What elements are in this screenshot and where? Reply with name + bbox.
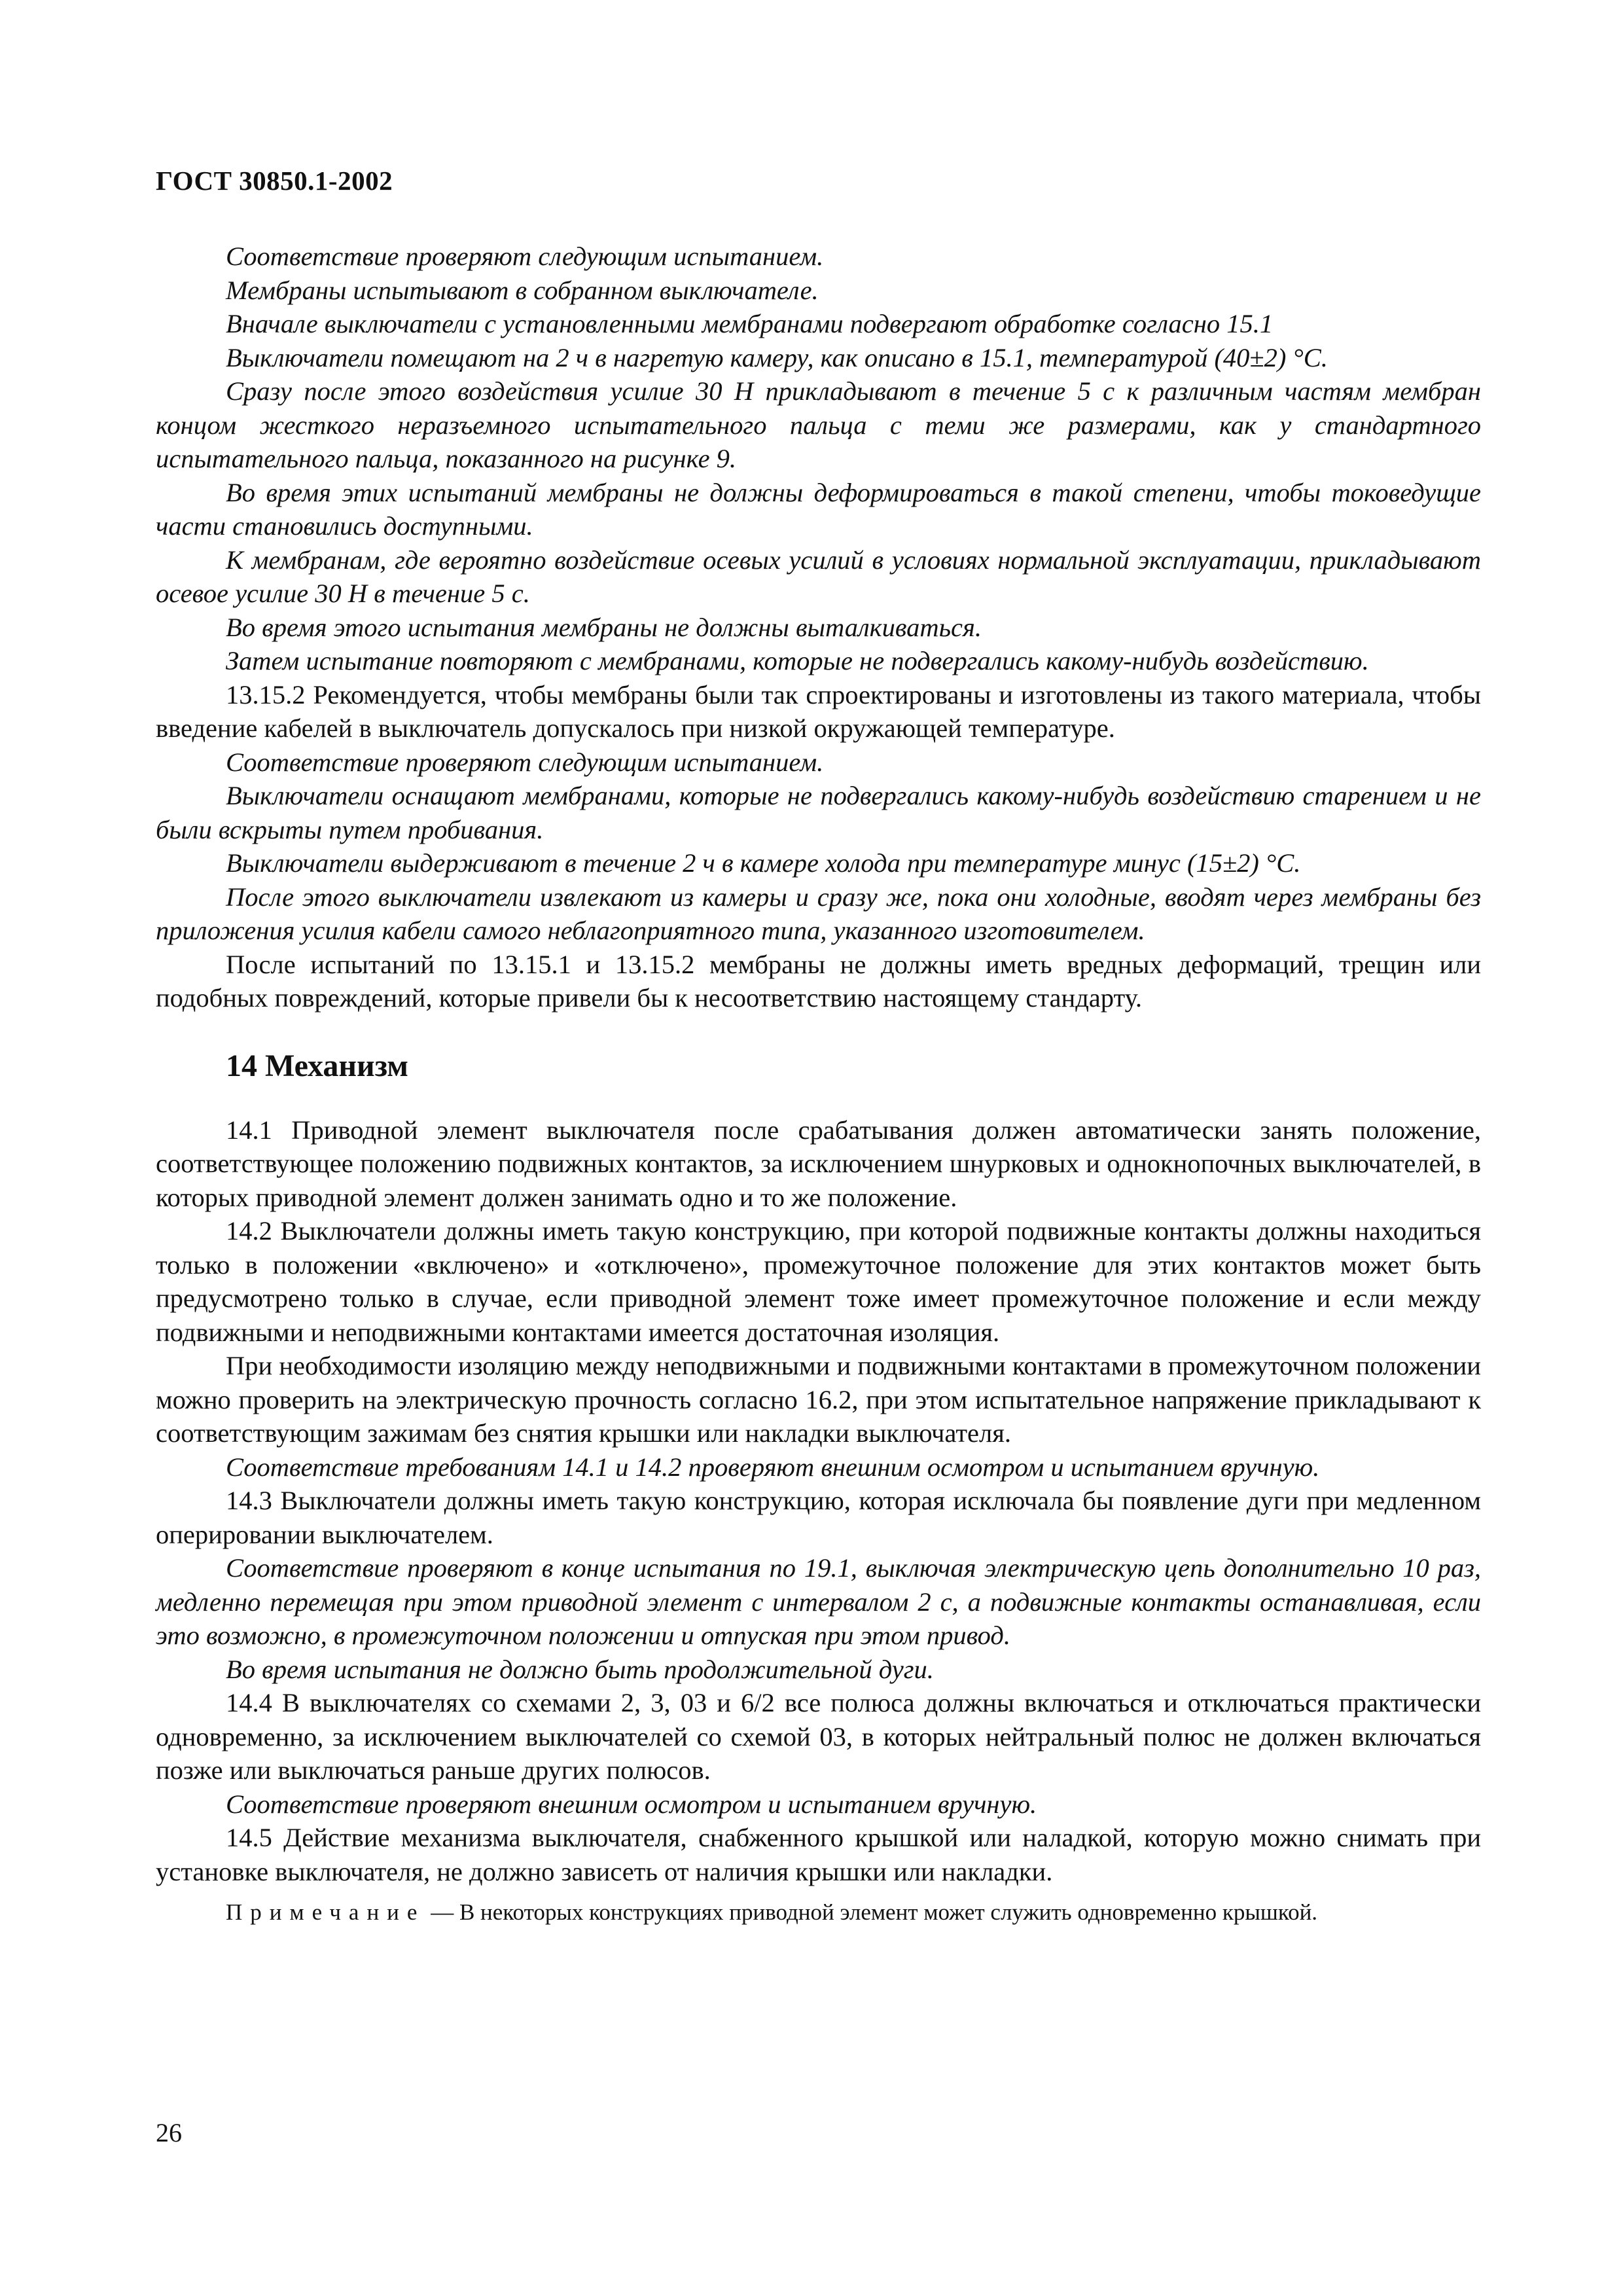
paragraph: При необходимости изоляцию между неподвижными и подвижными контактами в промежуточном положении можно проверить на электрическую прочность согласно 16.2, при этом испытательное напряжение прикладывают к соответствующим зажимам без снятия крышки или накладки выключателя.: [156, 1351, 1481, 1448]
paragraph: 14.1 Приводной элемент выключателя после срабатывания должен автоматически занять положение, соответствующее положению подвижных контактов, за исключением шнурковых и однокнопочных выключателей, в которых приводной элемент должен занимать одно и то же положение.: [156, 1115, 1481, 1212]
paragraph: Соответствие проверяют в конце испытания по 19.1, выключая электрическую цепь дополнительно 10 раз, медленно перемещая при этом приводной элемент с интервалом 2 с, а подвижные контакты останавливая, если это возможно, в промежуточном положении и отпуская при этом привод.: [156, 1553, 1481, 1650]
paragraph: Соответствие проверяют следующим испытанием.: [226, 747, 824, 777]
paragraph: Соответствие требованиям 14.1 и 14.2 проверяют внешним осмотром и испытанием вручную.: [226, 1452, 1320, 1482]
page-number: 26: [156, 2118, 182, 2147]
document-code-header: ГОСТ 30850.1-2002: [156, 166, 393, 196]
paragraph: 14.4 В выключателях со схемами 2, 3, 03 и 6/2 все полюса должны включаться и отключаться практически одновременно, за исключением выключателей со схемой 03, в которых нейтральный полюс не должен включаться позже или выключаться раньше других полюсов.: [156, 1688, 1481, 1785]
paragraph: 14.3 Выключатели должны иметь такую конструкцию, которая исключала бы появление дуги при медленном оперировании выключателем.: [156, 1486, 1481, 1549]
paragraph: Во время испытания не должно быть продолжительной дуги.: [226, 1654, 934, 1684]
paragraph: После испытаний по 13.15.1 и 13.15.2 мембраны не должны иметь вредных деформаций, трещин или подобных повреждений, которые привели бы к несоответствию настоящему стандарту.: [156, 949, 1481, 1013]
paragraph: К мембранам, где вероятно воздействие осевых усилий в условиях нормальной эксплуатации, прикладывают осевое усилие 30 Н в течение 5 с.: [156, 545, 1481, 608]
section-heading: 14 Механизм: [226, 1048, 408, 1083]
note-label: Примечание: [226, 1899, 425, 1925]
paragraph: Мембраны испытывают в собранном выключателе.: [226, 275, 819, 305]
paragraph: Во время этого испытания мембраны не должны выталкиваться.: [226, 612, 982, 642]
paragraph: Соответствие проверяют следующим испытанием.: [226, 242, 824, 271]
paragraph: Выключатели оснащают мембранами, которые не подвергались какому-нибудь воздействию старением и не были вскрыты путем пробивания.: [156, 781, 1481, 844]
paragraphs-after-section: [156, 1113, 1481, 1889]
paragraph: Затем испытание повторяют с мембранами, которые не подвергались какому-нибудь воздействию.: [226, 646, 1369, 675]
paragraph: Вначале выключатели с установленными мембранами подвергают обработке согласно 15.1: [226, 309, 1274, 338]
paragraph: Во время этих испытаний мембраны не должны деформироваться в такой степени, чтобы токоведущие части становились доступными.: [156, 477, 1481, 541]
paragraph: Соответствие проверяют внешним осмотром и испытанием вручную.: [226, 1789, 1037, 1819]
note-text: — В некоторых конструкциях приводной элемент может служить одновременно крышкой.: [425, 1899, 1318, 1925]
paragraph: Сразу после этого воздействия усилие 30 Н прикладывают в течение 5 с к различным частям мембран концом жесткого неразъемного испытательного пальца с теми же размерами, как у стандартного испытательного пальца, показанного на рисунке 9.: [156, 376, 1481, 473]
paragraph: Выключатели помещают на 2 ч в нагретую камеру, как описано в 15.1, температурой (40±2) °С.: [226, 342, 1328, 372]
paragraph: 14.5 Действие механизма выключателя, снабженного крышкой или наладкой, которую можно снимать при установке выключателя, не должно зависеть от наличия крышки или накладки.: [156, 1823, 1481, 1886]
paragraphs-before-section: [156, 240, 1481, 1015]
note-paragraph: [156, 1897, 1481, 1928]
paragraph: 13.15.2 Рекомендуется, чтобы мембраны были так спроектированы и изготовлены из такого материала, чтобы введение кабелей в выключатель допускалось при низкой окружающей температуре.: [156, 679, 1481, 743]
paragraph: После этого выключатели извлекают из камеры и сразу же, пока они холодные, вводят через мембраны без приложения усилия кабели самого неблагоприятного типа, указанного изготовителем.: [156, 882, 1481, 945]
paragraph: 14.2 Выключатели должны иметь такую конструкцию, при которой подвижные контакты должны находиться только в положении «включено» и «отключено», промежуточное положение для этих контактов может быть предусмотрено только в случае, если приводной элемент тоже имеет промежуточное положение и если между подвижными и неподвижными контактами имеется достаточная изоляция.: [156, 1216, 1481, 1347]
paragraph: Выключатели выдерживают в течение 2 ч в камере холода при температуре минус (15±2) °С.: [226, 848, 1301, 878]
page-body: [156, 240, 1481, 1928]
